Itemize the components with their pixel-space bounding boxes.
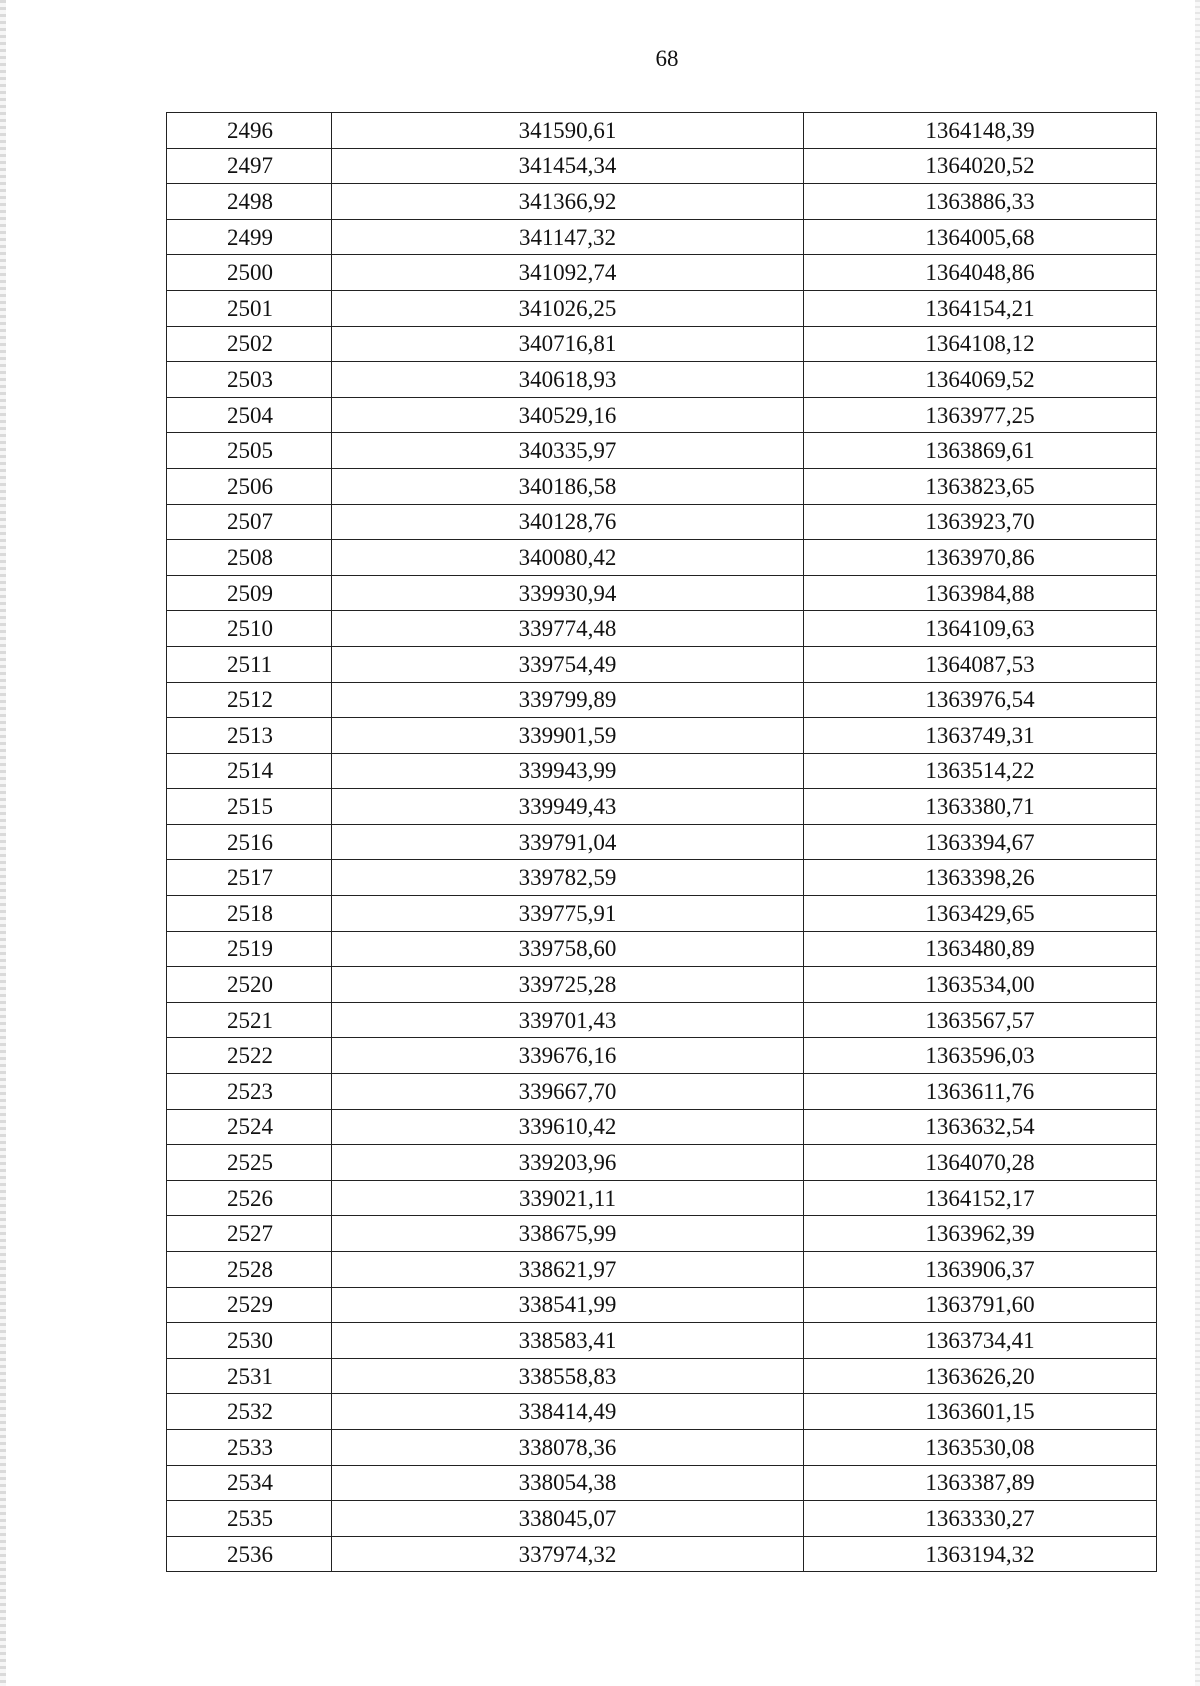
x-coordinate-cell: 341026,25	[332, 290, 804, 326]
y-coordinate-cell: 1363330,27	[804, 1501, 1157, 1537]
y-coordinate-cell: 1364020,52	[804, 148, 1157, 184]
point-number-cell: 2509	[167, 575, 332, 611]
x-coordinate-cell: 339774,48	[332, 611, 804, 647]
point-number-cell: 2510	[167, 611, 332, 647]
y-coordinate-cell: 1363480,89	[804, 931, 1157, 967]
table-row	[167, 1180, 1157, 1216]
y-coordinate-cell: 1363429,65	[804, 896, 1157, 932]
table-row	[167, 113, 1157, 149]
y-coordinate-cell: 1363387,89	[804, 1465, 1157, 1501]
y-coordinate-cell: 1363869,61	[804, 433, 1157, 469]
x-coordinate-cell: 339203,96	[332, 1145, 804, 1181]
x-coordinate-cell: 339021,11	[332, 1180, 804, 1216]
x-coordinate-cell: 339610,42	[332, 1109, 804, 1145]
point-number-cell: 2517	[167, 860, 332, 896]
point-number-cell: 2521	[167, 1002, 332, 1038]
table-row	[167, 931, 1157, 967]
y-coordinate-cell: 1363791,60	[804, 1287, 1157, 1323]
x-coordinate-cell: 339943,99	[332, 753, 804, 789]
point-number-cell: 2508	[167, 540, 332, 576]
table-row	[167, 1216, 1157, 1252]
table-row	[167, 575, 1157, 611]
point-number-cell: 2500	[167, 255, 332, 291]
table-row	[167, 540, 1157, 576]
x-coordinate-cell: 341454,34	[332, 148, 804, 184]
point-number-cell: 2518	[167, 896, 332, 932]
point-number-cell: 2523	[167, 1074, 332, 1110]
y-coordinate-cell: 1363906,37	[804, 1252, 1157, 1288]
x-coordinate-cell: 338414,49	[332, 1394, 804, 1430]
point-number-cell: 2526	[167, 1180, 332, 1216]
x-coordinate-cell: 341590,61	[332, 113, 804, 149]
y-coordinate-cell: 1363976,54	[804, 682, 1157, 718]
table-row	[167, 1145, 1157, 1181]
point-number-cell: 2516	[167, 824, 332, 860]
table-row	[167, 896, 1157, 932]
table-row	[167, 1358, 1157, 1394]
y-coordinate-cell: 1363380,71	[804, 789, 1157, 825]
y-coordinate-cell: 1363749,31	[804, 718, 1157, 754]
y-coordinate-cell: 1364148,39	[804, 113, 1157, 149]
x-coordinate-cell: 339676,16	[332, 1038, 804, 1074]
x-coordinate-cell: 339775,91	[332, 896, 804, 932]
point-number-cell: 2506	[167, 468, 332, 504]
x-coordinate-cell: 340335,97	[332, 433, 804, 469]
table-row	[167, 718, 1157, 754]
x-coordinate-cell: 340128,76	[332, 504, 804, 540]
x-coordinate-cell: 340716,81	[332, 326, 804, 362]
point-number-cell: 2531	[167, 1358, 332, 1394]
x-coordinate-cell: 338045,07	[332, 1501, 804, 1537]
y-coordinate-cell: 1363530,08	[804, 1429, 1157, 1465]
scan-edge-left	[0, 0, 6, 1686]
point-number-cell: 2496	[167, 113, 332, 149]
x-coordinate-cell: 339930,94	[332, 575, 804, 611]
table-row	[167, 290, 1157, 326]
x-coordinate-cell: 339725,28	[332, 967, 804, 1003]
table-row	[167, 753, 1157, 789]
point-number-cell: 2504	[167, 397, 332, 433]
point-number-cell: 2525	[167, 1145, 332, 1181]
y-coordinate-cell: 1363601,15	[804, 1394, 1157, 1430]
table-body	[167, 113, 1157, 1572]
y-coordinate-cell: 1363886,33	[804, 184, 1157, 220]
point-number-cell: 2513	[167, 718, 332, 754]
table-row	[167, 1536, 1157, 1572]
point-number-cell: 2512	[167, 682, 332, 718]
table-row	[167, 1002, 1157, 1038]
x-coordinate-cell: 339667,70	[332, 1074, 804, 1110]
table-row	[167, 860, 1157, 896]
y-coordinate-cell: 1364152,17	[804, 1180, 1157, 1216]
table-row	[167, 184, 1157, 220]
x-coordinate-cell: 338541,99	[332, 1287, 804, 1323]
y-coordinate-cell: 1364154,21	[804, 290, 1157, 326]
point-number-cell: 2505	[167, 433, 332, 469]
x-coordinate-cell: 339799,89	[332, 682, 804, 718]
x-coordinate-cell: 339949,43	[332, 789, 804, 825]
x-coordinate-cell: 338675,99	[332, 1216, 804, 1252]
point-number-cell: 2520	[167, 967, 332, 1003]
x-coordinate-cell: 338621,97	[332, 1252, 804, 1288]
point-number-cell: 2503	[167, 362, 332, 398]
y-coordinate-cell: 1363534,00	[804, 967, 1157, 1003]
y-coordinate-cell: 1363970,86	[804, 540, 1157, 576]
y-coordinate-cell: 1363962,39	[804, 1216, 1157, 1252]
y-coordinate-cell: 1364070,28	[804, 1145, 1157, 1181]
table-row	[167, 1429, 1157, 1465]
x-coordinate-cell: 341366,92	[332, 184, 804, 220]
table-row	[167, 789, 1157, 825]
x-coordinate-cell: 341092,74	[332, 255, 804, 291]
y-coordinate-cell: 1363734,41	[804, 1323, 1157, 1359]
point-number-cell: 2501	[167, 290, 332, 326]
x-coordinate-cell: 341147,32	[332, 219, 804, 255]
table-row	[167, 397, 1157, 433]
x-coordinate-cell: 338583,41	[332, 1323, 804, 1359]
point-number-cell: 2507	[167, 504, 332, 540]
coordinates-table	[166, 112, 1157, 1572]
table-row	[167, 646, 1157, 682]
y-coordinate-cell: 1363923,70	[804, 504, 1157, 540]
point-number-cell: 2530	[167, 1323, 332, 1359]
x-coordinate-cell: 339782,59	[332, 860, 804, 896]
table-row	[167, 326, 1157, 362]
x-coordinate-cell: 337974,32	[332, 1536, 804, 1572]
x-coordinate-cell: 339754,49	[332, 646, 804, 682]
y-coordinate-cell: 1363194,32	[804, 1536, 1157, 1572]
y-coordinate-cell: 1364087,53	[804, 646, 1157, 682]
y-coordinate-cell: 1363596,03	[804, 1038, 1157, 1074]
point-number-cell: 2519	[167, 931, 332, 967]
table-row	[167, 148, 1157, 184]
table-row	[167, 1074, 1157, 1110]
point-number-cell: 2527	[167, 1216, 332, 1252]
y-coordinate-cell: 1364108,12	[804, 326, 1157, 362]
table-row	[167, 1252, 1157, 1288]
point-number-cell: 2511	[167, 646, 332, 682]
table-row	[167, 362, 1157, 398]
table-row	[167, 504, 1157, 540]
point-number-cell: 2532	[167, 1394, 332, 1430]
point-number-cell: 2529	[167, 1287, 332, 1323]
point-number-cell: 2498	[167, 184, 332, 220]
table-row	[167, 1109, 1157, 1145]
y-coordinate-cell: 1363398,26	[804, 860, 1157, 896]
y-coordinate-cell: 1363823,65	[804, 468, 1157, 504]
y-coordinate-cell: 1363632,54	[804, 1109, 1157, 1145]
point-number-cell: 2534	[167, 1465, 332, 1501]
y-coordinate-cell: 1364109,63	[804, 611, 1157, 647]
x-coordinate-cell: 338054,38	[332, 1465, 804, 1501]
point-number-cell: 2528	[167, 1252, 332, 1288]
point-number-cell: 2515	[167, 789, 332, 825]
point-number-cell: 2502	[167, 326, 332, 362]
x-coordinate-cell: 338558,83	[332, 1358, 804, 1394]
y-coordinate-cell: 1363977,25	[804, 397, 1157, 433]
point-number-cell: 2535	[167, 1501, 332, 1537]
x-coordinate-cell: 340529,16	[332, 397, 804, 433]
table-row	[167, 1038, 1157, 1074]
y-coordinate-cell: 1363394,67	[804, 824, 1157, 860]
table-row	[167, 611, 1157, 647]
point-number-cell: 2524	[167, 1109, 332, 1145]
table-row	[167, 255, 1157, 291]
y-coordinate-cell: 1363626,20	[804, 1358, 1157, 1394]
y-coordinate-cell: 1363984,88	[804, 575, 1157, 611]
point-number-cell: 2536	[167, 1536, 332, 1572]
scan-edge-right	[1195, 0, 1200, 1686]
y-coordinate-cell: 1364069,52	[804, 362, 1157, 398]
point-number-cell: 2533	[167, 1429, 332, 1465]
table-row	[167, 1323, 1157, 1359]
y-coordinate-cell: 1364005,68	[804, 219, 1157, 255]
table-row	[167, 682, 1157, 718]
point-number-cell: 2499	[167, 219, 332, 255]
y-coordinate-cell: 1363514,22	[804, 753, 1157, 789]
table-row	[167, 1501, 1157, 1537]
y-coordinate-cell: 1363567,57	[804, 1002, 1157, 1038]
table-row	[167, 967, 1157, 1003]
point-number-cell: 2497	[167, 148, 332, 184]
point-number-cell: 2514	[167, 753, 332, 789]
table-row	[167, 468, 1157, 504]
x-coordinate-cell: 339701,43	[332, 1002, 804, 1038]
x-coordinate-cell: 340618,93	[332, 362, 804, 398]
y-coordinate-cell: 1363611,76	[804, 1074, 1157, 1110]
table-row	[167, 1465, 1157, 1501]
table-row	[167, 824, 1157, 860]
x-coordinate-cell: 339758,60	[332, 931, 804, 967]
x-coordinate-cell: 339901,59	[332, 718, 804, 754]
x-coordinate-cell: 339791,04	[332, 824, 804, 860]
x-coordinate-cell: 338078,36	[332, 1429, 804, 1465]
table-row	[167, 219, 1157, 255]
page-number: 68	[655, 46, 679, 71]
table-row	[167, 433, 1157, 469]
x-coordinate-cell: 340080,42	[332, 540, 804, 576]
point-number-cell: 2522	[167, 1038, 332, 1074]
table-row	[167, 1394, 1157, 1430]
y-coordinate-cell: 1364048,86	[804, 255, 1157, 291]
x-coordinate-cell: 340186,58	[332, 468, 804, 504]
table-row	[167, 1287, 1157, 1323]
